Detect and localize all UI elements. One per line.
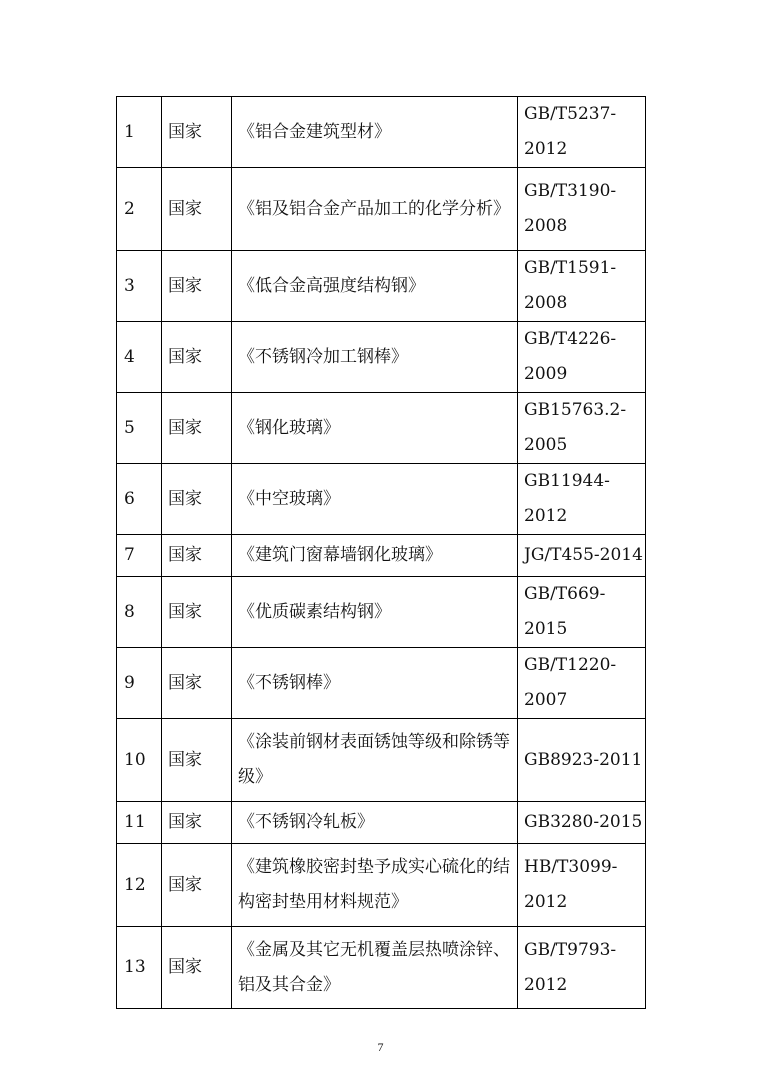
- row-number: 2: [117, 168, 162, 251]
- row-level: 国家: [162, 577, 232, 648]
- table-row: [117, 251, 646, 322]
- row-level: 国家: [162, 168, 232, 251]
- row-number: 9: [117, 648, 162, 719]
- row-code: HB/T3099-2012: [518, 844, 646, 927]
- table-row: [117, 322, 646, 393]
- row-title: 《不锈钢棒》: [232, 648, 518, 719]
- row-title: 《优质碳素结构钢》: [232, 577, 518, 648]
- row-code: JG/T455-2014: [518, 535, 646, 577]
- row-title: 《中空玻璃》: [232, 464, 518, 535]
- table-row: [117, 168, 646, 251]
- row-number: 8: [117, 577, 162, 648]
- row-code: GB8923-2011: [518, 719, 646, 802]
- table-row: [117, 393, 646, 464]
- row-level: 国家: [162, 322, 232, 393]
- row-level: 国家: [162, 393, 232, 464]
- row-level: 国家: [162, 844, 232, 927]
- table-row: [117, 719, 646, 802]
- row-level: 国家: [162, 464, 232, 535]
- row-level: 国家: [162, 927, 232, 1009]
- row-title: 《金属及其它无机覆盖层热喷涂锌、铝及其合金》: [232, 927, 518, 1009]
- row-number: 13: [117, 927, 162, 1009]
- row-level: 国家: [162, 648, 232, 719]
- row-title: 《低合金高强度结构钢》: [232, 251, 518, 322]
- page-number: 7: [377, 1040, 384, 1054]
- table-row: [117, 844, 646, 927]
- row-level: 国家: [162, 802, 232, 844]
- row-number: 1: [117, 97, 162, 168]
- row-title: 《不锈钢冷轧板》: [232, 802, 518, 844]
- row-title: 《铝及铝合金产品加工的化学分析》: [232, 168, 518, 251]
- row-code: GB/T9793-2012: [518, 927, 646, 1009]
- standards-table: [116, 96, 646, 1009]
- row-number: 7: [117, 535, 162, 577]
- row-title: 《涂装前钢材表面锈蚀等级和除锈等级》: [232, 719, 518, 802]
- row-number: 11: [117, 802, 162, 844]
- row-code: GB/T4226-2009: [518, 322, 646, 393]
- table-row: [117, 802, 646, 844]
- row-title: 《不锈钢冷加工钢棒》: [232, 322, 518, 393]
- row-code: GB15763.2-2005: [518, 393, 646, 464]
- row-code: GB/T1220-2007: [518, 648, 646, 719]
- row-number: 5: [117, 393, 162, 464]
- row-level: 国家: [162, 535, 232, 577]
- row-code: GB/T1591-2008: [518, 251, 646, 322]
- row-level: 国家: [162, 719, 232, 802]
- row-title: 《钢化玻璃》: [232, 393, 518, 464]
- row-code: GB/T669-2015: [518, 577, 646, 648]
- table-row: [117, 97, 646, 168]
- row-title: 《建筑橡胶密封垫予成实心硫化的结构密封垫用材料规范》: [232, 844, 518, 927]
- table-row: [117, 648, 646, 719]
- table-row: [117, 927, 646, 1009]
- row-number: 10: [117, 719, 162, 802]
- row-code: GB/T3190-2008: [518, 168, 646, 251]
- row-code: GB/T5237-2012: [518, 97, 646, 168]
- row-code: GB3280-2015: [518, 802, 646, 844]
- table-row: [117, 577, 646, 648]
- row-level: 国家: [162, 97, 232, 168]
- row-number: 4: [117, 322, 162, 393]
- row-number: 3: [117, 251, 162, 322]
- row-code: GB11944-2012: [518, 464, 646, 535]
- table-row: [117, 535, 646, 577]
- row-level: 国家: [162, 251, 232, 322]
- table-row: [117, 464, 646, 535]
- row-title: 《建筑门窗幕墙钢化玻璃》: [232, 535, 518, 577]
- row-title: 《铝合金建筑型材》: [232, 97, 518, 168]
- row-number: 12: [117, 844, 162, 927]
- row-number: 6: [117, 464, 162, 535]
